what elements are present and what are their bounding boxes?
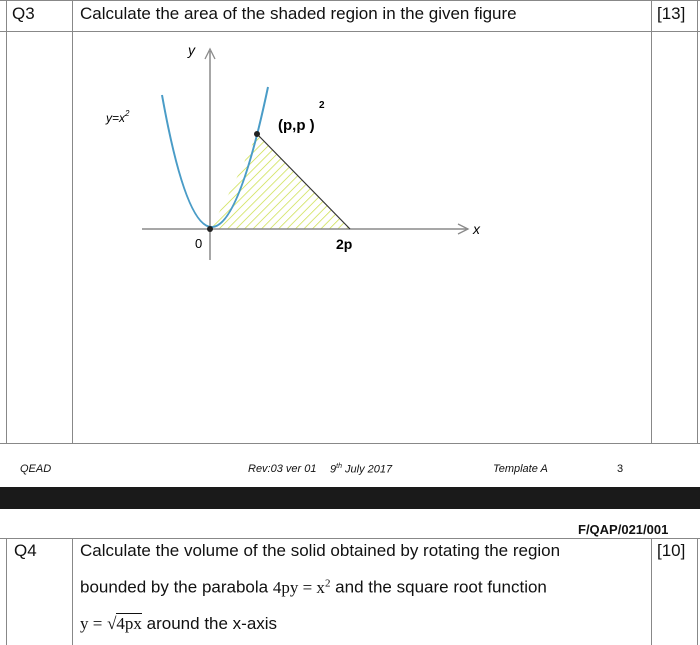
page-separator [0,487,700,509]
point-p [254,131,260,137]
y-axis-label: y [188,42,195,58]
footer-date: 9th July 2017 [330,463,393,476]
question-text-line-1: Calculate the volume of the solid obtained by rotating the region [80,541,561,560]
question-text-line-2: bounded by the parabola $4py = x^2$ and the square root function [80,577,547,597]
question-number: Q4 [14,541,37,560]
question-text: Calculate the area of the shaded region in the given figure [80,4,517,23]
curve-label: $y=x^2$ [106,109,130,125]
question-text-line-3: y = √4px around the x-axis [80,614,278,633]
sqrt-expression: √4px [107,614,142,633]
question-marks: [10] [657,541,686,560]
x-point-label: 2p [336,236,353,252]
point-label: (p,p ) [278,117,315,134]
question-marks: [13] [657,4,686,23]
question-number: Q3 [12,4,35,23]
footer-page-number: 3 [617,463,624,475]
area-figure [90,35,510,265]
x-axis-label: x [473,221,480,237]
origin-label: 0 [195,236,203,251]
parabola-equation: $4py = x^2$ [272,577,331,597]
footer-org: QEAD [20,463,52,475]
footer-template: Template A [493,463,548,475]
shaded-region [210,134,350,229]
origin-point [207,226,213,232]
document-code: F/QAP/021/001 [578,522,669,537]
footer-revision: Rev:03 ver 01 [248,463,317,475]
point-label-exp: 2 [319,100,325,111]
radical-sign-icon: √ [107,614,117,633]
